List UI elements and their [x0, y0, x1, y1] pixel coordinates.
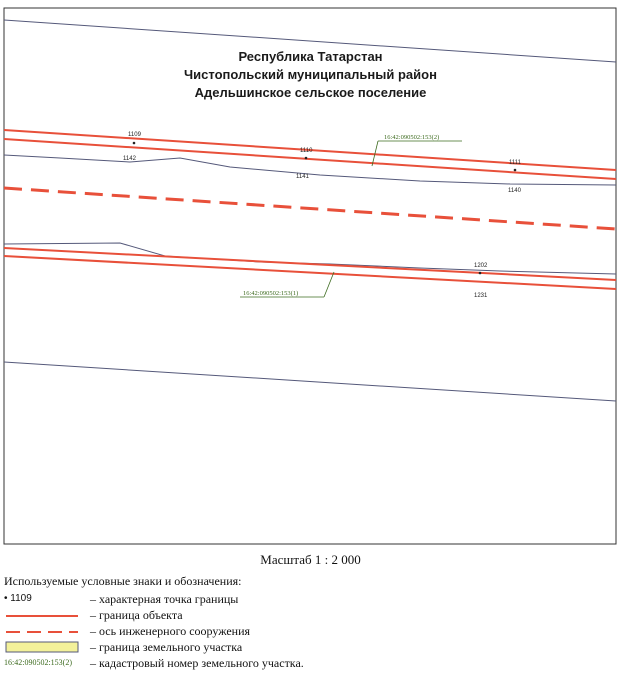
point-label-1109: 1109 — [128, 132, 141, 138]
legend-title: Используемые условные знаки и обозначения: — [4, 574, 242, 588]
legend-parcel-boundary-desc: – граница земельного участка — [90, 640, 243, 654]
parcel-boundary-bottom — [4, 362, 616, 401]
legend-item-cadastral — [4, 655, 604, 671]
header-line-1: Республика Татарстан — [238, 49, 383, 64]
parcel-boundary-symbol — [4, 639, 84, 655]
legend-axis-desc: – ось инженерного сооружения — [90, 624, 251, 638]
cadastral-sample: 16:42:090502:153(2) — [4, 658, 72, 667]
boundary-point-1111 — [514, 169, 517, 172]
legend-item-axis — [4, 623, 604, 639]
point-label-1141: 1141 — [296, 174, 309, 180]
object-boundary-symbol — [4, 607, 84, 623]
scale-label: Масштаб 1 : 2 000 — [260, 552, 361, 567]
boundary-point-1109 — [133, 142, 136, 145]
cadastral-label-2: 16:42:090502:153(2) — [384, 134, 440, 141]
header-line-3: Адельшинское сельское поселение — [194, 85, 427, 100]
header-line-2: Чистопольский муниципальный район — [184, 67, 437, 82]
legend-item-point — [4, 591, 604, 607]
point-label-1231: 1231 — [474, 293, 488, 299]
legend-item-object-boundary — [4, 607, 604, 623]
point-label-1202: 1202 — [474, 263, 488, 269]
legend-point-symbol: • 1109 — [4, 593, 32, 604]
object-boundary-lower-1 — [4, 248, 616, 280]
axis-symbol — [4, 623, 84, 639]
legend-point-desc: – характерная точка границы — [90, 592, 239, 606]
point-label-1111: 1111 — [509, 160, 522, 166]
cadastral-leader-1 — [324, 272, 334, 297]
object-boundary-upper-2 — [4, 139, 616, 179]
legend-object-boundary-desc: – граница объекта — [90, 608, 183, 622]
cadastral-label-1: 16:42:090502:153(1) — [243, 290, 299, 297]
point-label-1140: 1140 — [508, 188, 521, 194]
object-boundary-lower-2 — [4, 256, 616, 289]
parcel-boundary-lower — [4, 243, 616, 274]
engineering-axis — [4, 188, 616, 229]
point-label-1142: 1142 — [123, 156, 136, 162]
boundary-point-1202 — [479, 272, 482, 275]
legend-item-parcel-boundary — [4, 639, 604, 655]
legend-cadastral-desc: – кадастровый номер земельного участка. — [90, 656, 304, 670]
boundary-point-1110 — [305, 157, 308, 160]
point-label-1110: 1110 — [300, 148, 313, 154]
